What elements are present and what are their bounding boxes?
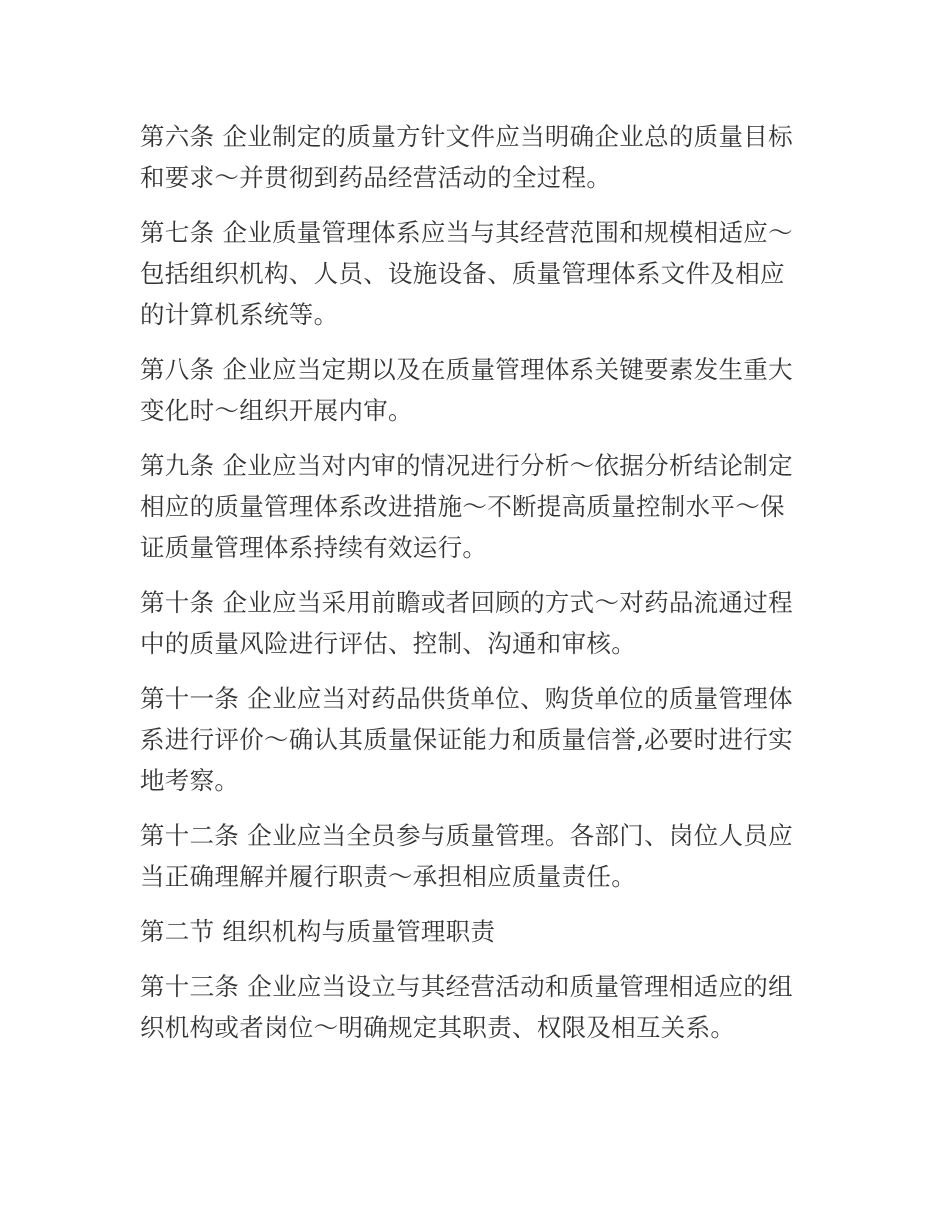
article-7-paragraph: 第七条 企业质量管理体系应当与其经营范围和规模相适应～包括组织机构、人员、设施设备、质量管理体系文件及相应的计算机系统等。: [140, 218, 793, 329]
section-2-heading: 第二节 组织机构与质量管理职责: [140, 917, 496, 946]
article-13-paragraph: 第十三条 企业应当设立与其经营活动和质量管理相适应的组织机构或者岗位～明确规定其职责、权限及相互关系。: [140, 972, 793, 1042]
article-11-paragraph: 第十一条 企业应当对药品供货单位、购货单位的质量管理体系进行评价～确认其质量保证能力和质量信誉,必要时进行实地考察。: [140, 684, 793, 795]
article-9-paragraph: 第九条 企业应当对内审的情况进行分析～依据分析结论制定相应的质量管理体系改进措施～不断提高质量控制水平～保证质量管理体系持续有效运行。: [140, 451, 793, 562]
article-10-paragraph: 第十条 企业应当采用前瞻或者回顾的方式～对药品流通过程中的质量风险进行评估、控制、沟通和审核。: [140, 588, 793, 658]
article-12-paragraph: 第十二条 企业应当全员参与质量管理。各部门、岗位人员应当正确理解并履行职责～承担相应质量责任。: [140, 821, 793, 891]
article-6-paragraph: 第六条 企业制定的质量方针文件应当明确企业总的质量目标和要求～并贯彻到药品经营活动的全过程。: [140, 122, 793, 192]
article-8-paragraph: 第八条 企业应当定期以及在质量管理体系关键要素发生重大变化时～组织开展内审。: [140, 355, 793, 425]
document-body: [140, 116, 805, 1062]
